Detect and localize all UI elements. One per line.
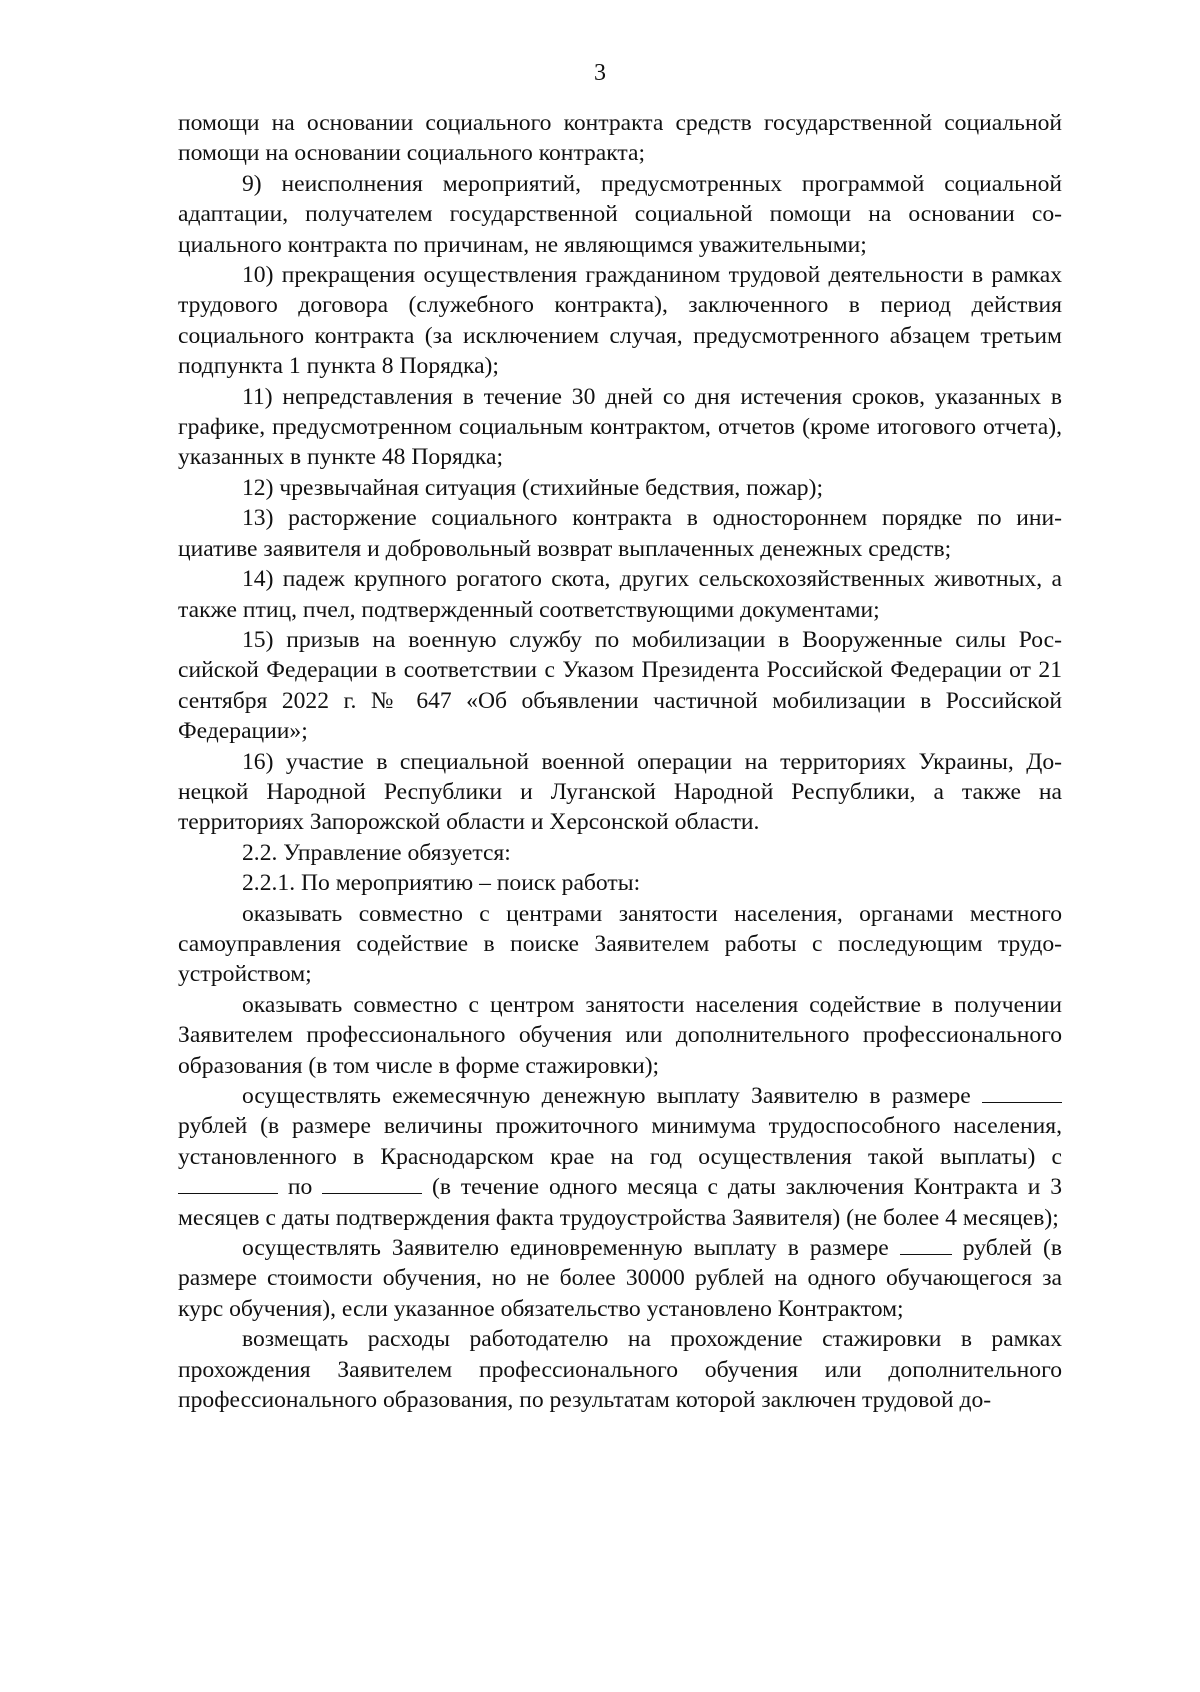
start-date-blank	[178, 1173, 278, 1194]
list-item-11: 11) непредставления в течение 30 дней со дня истечения сроков, указанных в графике, предусмотренном социальным контрактом, отчетов (кроме итогового отчета), указанных в пункте 48 Порядка;	[178, 383, 1062, 471]
obligation-employer-reimbursement: возмещать расходы работодателю на прохождение стажировки в рамках прохождения Заявителем профессионального обучения или дополнительного профессионального образования, по результатам которой заключен трудовой до-	[178, 1326, 1062, 1414]
lump-sum-text-2: рублей (в размере стоимости обучения, но не более 30000 рублей на одного обучающегося за курс обучения), если указанное обязательство установлено Контрактом;	[178, 1235, 1062, 1322]
end-date-blank	[322, 1173, 422, 1194]
obligation-job-search: оказывать совместно с центрами занятости населения, органами местного самоуправления содействие в поиске Заявителем работы с последующим трудоустройством;	[178, 900, 1062, 988]
obligation-training: оказывать совместно с центром занятости населения содействие в получении Заявителем профессионального обучения или дополнительного профессионального образования (в том числе в форме стажировки);	[178, 991, 1062, 1079]
section-2-2-1-heading: 2.2.1. По мероприятию – поиск работы:	[242, 870, 641, 897]
list-item-14: 14) падеж крупного рогатого скота, других сельскохозяйственных животных, а также птиц, пчел, подтвержденный соответствующими документами;	[178, 566, 1062, 623]
list-item-12: 12) чрезвычайная ситуация (стихийные бедствия, пожар);	[242, 474, 823, 501]
list-item-10: 10) прекращения осуществления гражданином трудовой деятельности в рамках трудового договора (служебного контракта), заключенного в период действия социального контракта (за исключением случая, предусмотренного абзацем третьим подпункта 1 пункта 8 Порядка);	[178, 262, 1062, 380]
monthly-payment-text-4: (в течение одного месяца с даты заключения Контракта и 3 месяцев с даты подтверждения факта трудоустройства Заявителя) (не более 4 месяцев);	[178, 1174, 1062, 1231]
paragraph-continuation: помощи на основании социального контракта средств государственной социальной помощи на основании социального контракта;	[178, 110, 1062, 167]
obligation-monthly-payment	[178, 1081, 1062, 1233]
list-item-15: 15) призыв на военную службу по мобилизации в Вооруженные силы Российской Федерации в соответствии с Указом Президента Российской Федерации от 21 сентября 2022 г. № 647 «Об объявлении частичной мобилизации в Российской Федерации»;	[178, 626, 1062, 745]
document-body	[178, 108, 1062, 1415]
list-item-16: 16) участие в специальной военной операции на территориях Украины, Донецкой Народной Республики и Луганской Народной Республики, а также на территориях Запорожской области и Херсонской области.	[178, 748, 1062, 836]
amount-blank	[982, 1082, 1062, 1103]
list-item-13: 13) расторжение социального контракта в одностороннем порядке по инициативе заявителя и добровольный возврат выплаченных денежных средств;	[178, 505, 1062, 562]
section-2-2-heading: 2.2. Управление обязуется:	[242, 839, 511, 866]
monthly-payment-text-2: рублей (в размере величины прожиточного минимума трудоспособного населения, установленного в Краснодарском крае на год осуществления такой выплаты) с	[178, 1113, 1062, 1170]
list-item-9: 9) неисполнения мероприятий, предусмотренных программой социальной адаптации, получателем государственной социальной помощи на основании социального контракта по причинам, не являющимся уважительными;	[178, 170, 1062, 258]
page-number: 3	[594, 60, 606, 86]
lump-sum-text-1: осуществлять Заявителю единовременную выплату в размере	[242, 1235, 900, 1262]
monthly-payment-text-1: осуществлять ежемесячную денежную выплату Заявителю в размере	[242, 1083, 982, 1109]
obligation-lump-sum-payment	[178, 1233, 1062, 1324]
monthly-payment-text-3: по	[278, 1174, 323, 1201]
lump-sum-amount-blank	[900, 1234, 952, 1255]
